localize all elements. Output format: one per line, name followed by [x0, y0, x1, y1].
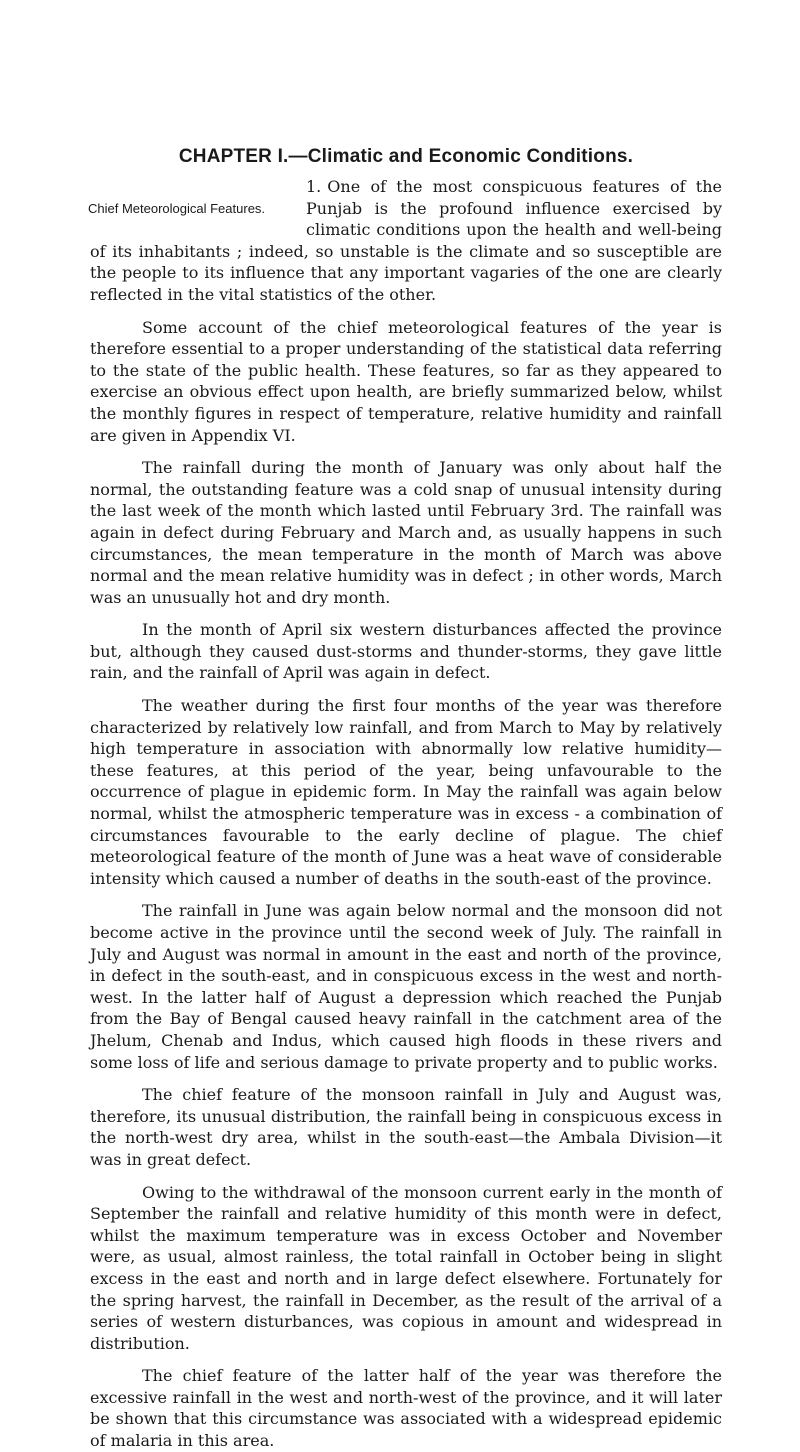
side-heading: Chief Meteorological Features. [88, 201, 266, 216]
paragraph-text: One of the most conspicuous features of the Punjab is the profound influence exercised by climatic conditions upon the health and well-being of its inhabitants ; indeed, so unstable is the climate and so susceptible are the people to its influence that any important vagaries of the one are clearly reflected in the vital statistics of the other. [90, 177, 722, 304]
paragraph-3: The rainfall during the month of January was only about half the normal, the outstanding feature was a cold snap of unusual intensity during the last week of the month which lasted until February 3rd. The rainfall was again in defect during February and March and, as usually happens in such circumstances, the mean temperature in the month of March was above normal and the mean relative humidity was in defect ; in other words, March was an unusually hot and dry month. [90, 458, 722, 607]
chapter-title: CHAPTER I.—Climatic and Economic Conditions. [178, 146, 634, 167]
paragraph-5: The weather during the first four months of the year was therefore characterized by relatively low rainfall, and from March to May by relatively high temperature in association with abnormally low relative humidity—these features, at this period of the year, being unfavourable to the occurrence of plague in epidemic form. In May the rainfall was again below normal, whilst the atmospheric temperature was in excess - a combination of circumstances favourable to the early decline of plague. The chief meteorological feature of the month of June was a heat wave of considerable intensity which caused a number of deaths in the south-east of the province. [90, 696, 722, 888]
paragraph-2: Some account of the chief meteorological features of the year is therefore essential to a proper understanding of the statistical data referring to the state of the public health. These features, so far as they appeared to exercise an obvious effect upon health, are briefly summarized below, whilst the monthly figures in respect of temperature, relative humidity and rainfall are given in Appendix VI. [90, 317, 722, 445]
paragraph-8: Owing to the withdrawal of the monsoon current early in the month of September the rainfall and relative humidity of this month were in defect, whilst the maximum temperature was in excess October and November were, as usual, almost rainless, the total rainfall in October being in slight excess in the east and north and in large defect elsewhere. Fortunately for the spring harvest, the rainfall in December, as the result of the arrival of a series of western disturbances, was copious in amount and widespread in distribution. [90, 1182, 722, 1353]
paragraph-9: The chief feature of the latter half of the year was therefore the excessive rainfall in the west and north-west of the province, and it will later be shown that this circumstance was associated with a widespread epidemic of malaria in this area. [90, 1366, 722, 1451]
paragraph-7: The chief feature of the monsoon rainfall in July and August was, therefore, its unusual distribution, the rainfall being in conspicuous excess in the north-west dry area, whilst in the south-east—the Ambala Division—it was in great defect. [90, 1085, 722, 1169]
paragraph-4: In the month of April six western disturbances affected the province but, although they caused dust-storms and thunder-storms, they gave little rain, and the rainfall of April was again in defect. [90, 620, 722, 683]
paragraph-1 [90, 176, 722, 306]
paragraph-6: The rainfall in June was again below normal and the monsoon did not become active in the province until the second week of July. The rainfall in July and August was normal in amount in the east and north of the province, in defect in the south-east, and in conspicuous excess in the west and north-west. In the latter half of August a depression which reached the Punjab from the Bay of Bengal caused heavy rainfall in the catchment area of the Jhelum, Chenab and Indus, which caused high floods in these rivers and some loss of life and serious damage to private property and to public works. [90, 901, 722, 1072]
paragraph-number: 1. [306, 177, 322, 196]
